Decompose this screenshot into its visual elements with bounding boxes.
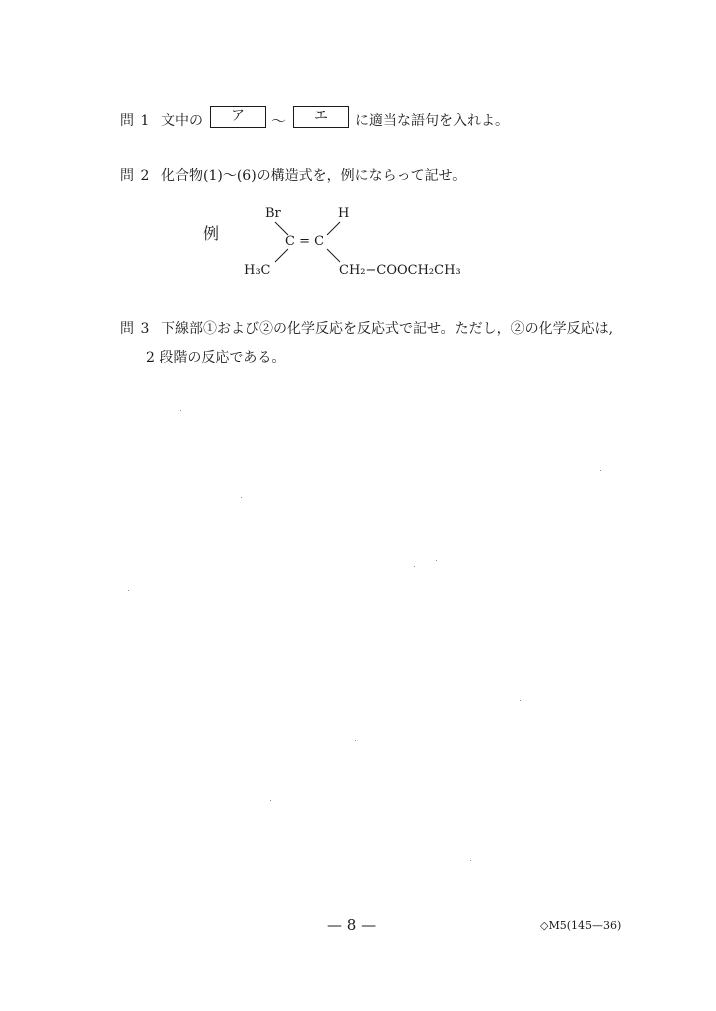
scan-speck	[414, 566, 415, 567]
scan-speck	[180, 410, 181, 411]
answer-box-a: ア	[210, 106, 266, 128]
example-label: 例	[203, 224, 220, 243]
question-1-label: 問 1	[120, 113, 151, 129]
question-2-label: 問 2	[120, 168, 151, 184]
bond-lines	[0, 0, 716, 300]
question-2-text: 化合物(1)〜(6)の構造式を，例にならって記せ。	[161, 168, 467, 184]
bond-c-ch2	[327, 249, 340, 262]
question-3-line-1: 下線部①および②の化学反応を反応式で記せ。ただし，②の化学反応は,	[161, 321, 614, 337]
answer-box-e: エ	[293, 106, 349, 128]
question-1-suffix: に適当な語句を入れよ。	[355, 113, 509, 129]
scan-speck	[241, 497, 242, 498]
double-bond-cc: C = C	[285, 234, 325, 249]
page-number: — 8 —	[327, 916, 377, 934]
question-3-label: 問 3	[120, 321, 151, 337]
scan-speck	[520, 700, 521, 701]
scan-speck	[600, 470, 601, 471]
bond-c-ch3	[275, 249, 288, 262]
scan-speck	[128, 590, 129, 591]
substituent-methyl: H₃C	[244, 263, 271, 278]
substituent-br: Br	[265, 206, 281, 221]
substituent-h: H	[338, 206, 350, 221]
booklet-code: ◇M5(145—36)	[540, 919, 622, 932]
scan-speck	[470, 860, 471, 861]
bond-br-c	[275, 222, 288, 235]
bond-h-c	[327, 222, 340, 235]
substituent-ester-chain: CH₂−COOCH₂CH₃	[339, 263, 461, 278]
range-tilde: 〜	[271, 112, 287, 130]
scan-speck	[436, 560, 437, 561]
question-1-prefix: 文中の	[161, 113, 203, 129]
question-3-line-2: 2 段階の反応である。	[146, 350, 286, 366]
scan-speck	[355, 740, 356, 741]
scan-speck	[270, 800, 271, 801]
